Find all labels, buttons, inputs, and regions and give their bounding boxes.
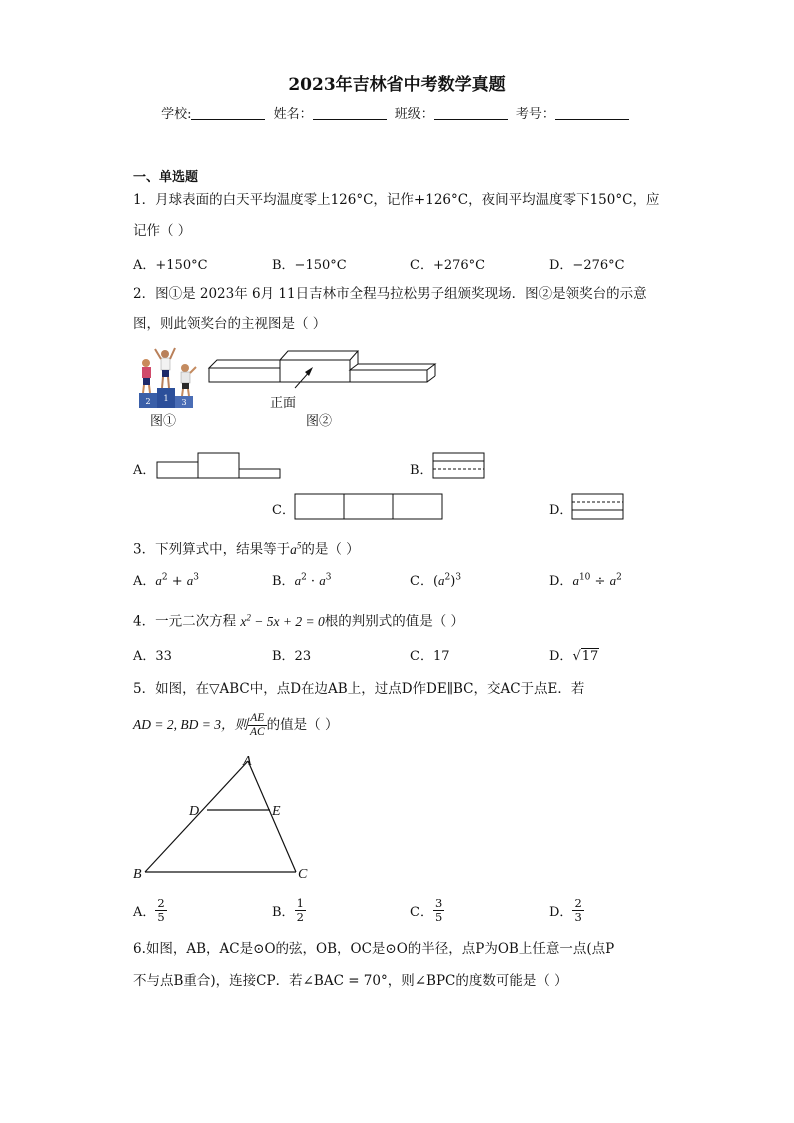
athlete-head <box>181 364 189 372</box>
q2-figure1-label: 图① <box>150 414 177 429</box>
q5-stem-line1: 5．如图，在▽ABC中，点D在边AB上，过点D作DE∥BC，交AC于点E．若 <box>133 681 585 697</box>
q2-option-d-label[interactable]: D． <box>549 503 573 518</box>
id-label: 考号： <box>515 107 555 122</box>
q5-option-a[interactable]: A． $\frac{2}{5}$ <box>133 896 165 924</box>
q4-stem <box>133 607 464 632</box>
q3-target-expr: $a^5$ <box>290 540 302 557</box>
q4-option-b[interactable]: B．23 <box>272 649 312 664</box>
q2-figure1-podium-photo <box>133 345 203 410</box>
q5-option-c[interactable]: C． $\frac{3}{5}$ <box>410 896 443 924</box>
point-label-d: D <box>189 804 200 819</box>
name-blank[interactable] <box>313 106 387 120</box>
q2-option-c-label[interactable]: C． <box>272 503 295 518</box>
class-label: 班级： <box>394 107 434 122</box>
q1-option-a[interactable]: A．+150°C <box>133 258 208 273</box>
q2-option-b-shape[interactable] <box>432 452 486 480</box>
q4-stem-b: 根的判别式的值是（ ） <box>324 613 465 630</box>
page-title: 2023年吉林省中考数学真题 <box>288 75 506 95</box>
school-label: 学校: <box>161 107 192 122</box>
q2-stem-line1: 2．图①是 2023年 6月 11日吉林市全程马拉松男子组颁奖现场．图②是领奖台的示意 <box>133 286 647 302</box>
q1-stem-line1: 1．月球表面的白天平均温度零上126°C，记作+126°C，夜间平均温度零下150°C，应 <box>133 192 660 208</box>
q6-stem-line1: 6.如图，AB，AC是⊙O的弦，OB，OC是⊙O的半径，点P为OB上任意一点(点P <box>133 941 615 957</box>
q3-option-a[interactable]: A．$a^2 + a^3$ <box>133 572 200 589</box>
q2-figure2-podium-diagram <box>205 348 440 398</box>
q5-triangle-figure <box>130 752 315 882</box>
q1-option-d[interactable]: D．−276°C <box>549 258 625 273</box>
point-label-e: E <box>272 804 281 819</box>
q5-option-d[interactable]: D． $\frac{2}{3}$ <box>549 896 582 924</box>
q5-option-b[interactable]: B． $\frac{1}{2}$ <box>272 896 304 924</box>
q4-option-a[interactable]: A．33 <box>133 649 172 664</box>
q3-option-c[interactable]: C．$(a^2)^3$ <box>410 572 462 589</box>
vertex-label-a: A <box>243 754 252 769</box>
q1-option-c[interactable]: C．+276°C <box>410 258 486 273</box>
q1-stem-line2: 记作（ ） <box>133 223 192 239</box>
q4-option-d[interactable]: D．√17 <box>549 649 599 664</box>
vertex-label-b: B <box>133 867 142 882</box>
q3-stem <box>133 535 360 560</box>
q4-sqrt-value: 17 <box>581 649 599 664</box>
id-blank[interactable] <box>555 106 629 120</box>
q2-figure2-label: 图② <box>306 414 333 429</box>
section-heading: 一、单选题 <box>133 170 199 185</box>
q4-stem-a: 4．一元二次方程 <box>133 613 237 630</box>
q2-option-c-shape[interactable] <box>294 493 444 521</box>
q2-option-a-label[interactable]: A． <box>133 463 156 478</box>
q6-stem-line2: 不与点B重合)，连接CP．若∠BAC = 70°，则∠BPC的度数可能是（ ） <box>133 973 568 989</box>
q3-stem-a: 3．下列算式中，结果等于 <box>133 541 291 558</box>
student-info-line <box>0 103 794 122</box>
podium-number-1: 1 <box>163 394 169 403</box>
name-label: 姓名： <box>273 107 313 122</box>
athlete-head <box>161 350 169 358</box>
q2-option-a-shape[interactable] <box>156 452 282 480</box>
q3-option-d[interactable]: D．$a^{10} \div a^2$ <box>549 572 622 589</box>
q4-equation: $x^2 - 5x + 2 = 0$ <box>240 612 325 629</box>
q1-option-b[interactable]: B．−150°C <box>272 258 347 273</box>
q2-stem-line2: 图，则此领奖台的主视图是（ ） <box>133 316 327 332</box>
podium-number-3: 3 <box>181 398 187 407</box>
q3-stem-b: 的是（ ） <box>301 541 360 558</box>
athlete-head <box>142 359 150 367</box>
vertex-label-c: C <box>298 867 308 882</box>
school-blank[interactable] <box>191 106 265 120</box>
podium-number-2: 2 <box>145 397 151 406</box>
q5-stem-line2: AD = 2, BD = 3，则 $\frac{AE}{AC}$ 的值是（ ） <box>133 712 339 738</box>
class-blank[interactable] <box>434 106 508 120</box>
q2-option-b-label[interactable]: B． <box>410 463 433 478</box>
q5-fraction: $\frac{AE}{AC}$ <box>249 712 265 738</box>
q3-option-b[interactable]: B．$a^2 \cdot a^3$ <box>272 572 332 589</box>
q2-option-d-shape[interactable] <box>571 493 625 521</box>
q4-option-c[interactable]: C．17 <box>410 649 450 664</box>
q2-front-label: 正面 <box>270 396 297 411</box>
